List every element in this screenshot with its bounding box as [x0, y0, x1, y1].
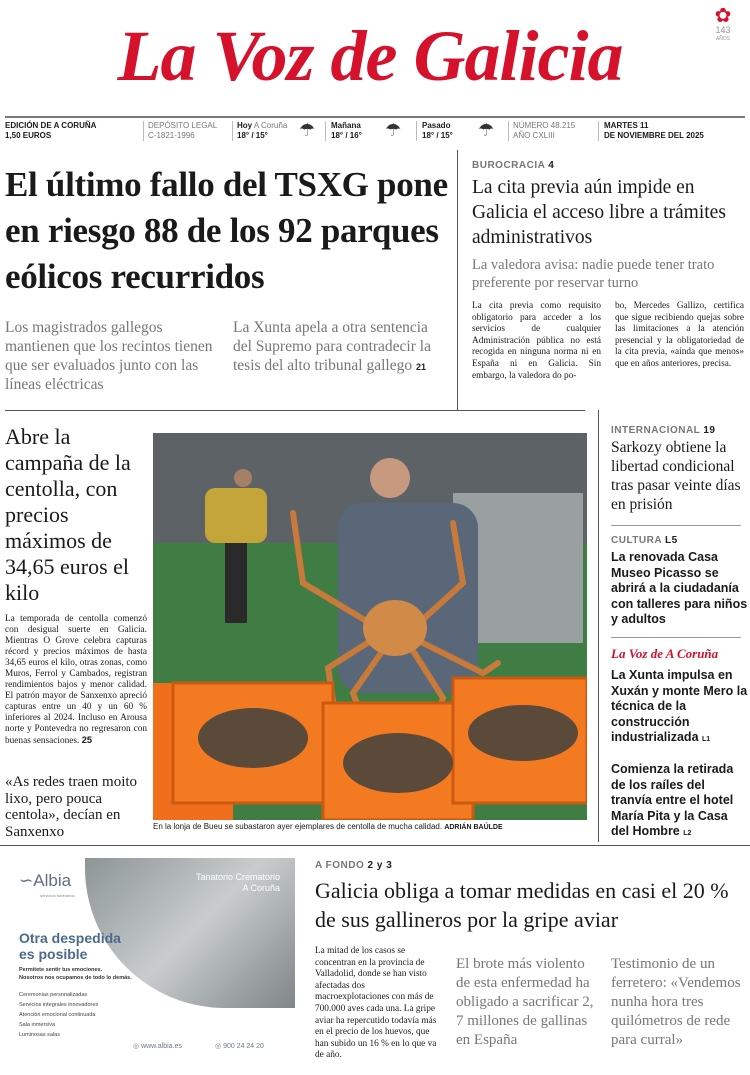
centolla-body: La temporada de centolla comenzó con desigual suerte en Galicia. Mientras O Grove celebra capturas récord y precios máximos de hasta 34,65 euros el kilo, otras zonas, como Muros, Ferrol y Cambados, registran rendimientos bajos y menor calidad. El patrón mayor de Sanxenxo apreció capturas entre un 40 y un 60 % inferiores al 2024. Incluso en Arousa norte y Pontevedra no regresaron con buenas sensaciones. 25 — [5, 614, 147, 746]
afondo-headline[interactable]: Galicia obliga a tomar medidas en casi el 20 % de sus gallineros por la gripe aviar — [315, 878, 729, 932]
flower-icon: ✿ — [714, 5, 732, 27]
masthead-logo[interactable]: La Voz de Galicia — [117, 16, 623, 96]
ad-tagline: Permítete sentir tus emociones. Nosotros nos ocupamos de todo lo demás. — [19, 967, 132, 981]
cultura-headline[interactable]: La renovada Casa Museo Picasso se abrirá a la ciudadanía con talleres para niños y adultos — [611, 550, 748, 626]
afondo-section-label: A FONDO 2 y 3 — [315, 860, 393, 871]
afondo-subhead-1: El brote más violento de esta enfermedad ha obligado a sacrificar 2, 7 millones de gallinas en España — [456, 956, 594, 1048]
body-col-2: bo, Mercedes Gallizo, certifica que sigue recibiendo quejas sobre las limitaciones a la atención presencial y la obligatoriedad de la cita previa, «aínda que menos» que en años anteriores, precisa. — [615, 301, 744, 369]
rain-sun-icon: ☂ — [385, 120, 402, 140]
centolla-headline[interactable]: Abre la campaña de la centolla, con precios máximos de 34,65 euros el kilo — [5, 424, 131, 605]
burocracia-subhead: La valedora avisa: nadie puede tener trato preferente por reservar turno — [472, 257, 715, 291]
ad-headline: Otra despedida es posible — [19, 930, 121, 962]
body-col-1: La cita previa como requisito obligatorio para acceder a los servicios de cualquier Administración pública no está recogida en ninguna norma ni en España ni en Galicia. Sin embargo, la valedora do po- — [472, 301, 601, 381]
afondo-body: La mitad de los casos se concentran en la provincia de Valladolid, donde se han visto afectadas dos macroexplotaciones con más de 700.000 aves cada una. La gripe aviar ha repercutido todavía más en el precio de los huevos, que han subido un 16 % en lo que va de año. — [315, 946, 437, 1061]
ad-phone[interactable]: ◎ 900 24 24 20 — [215, 1043, 264, 1050]
albia-advertisement[interactable] — [5, 858, 300, 1068]
local-edition-logo: La Voz de A Coruña — [611, 646, 719, 661]
weather-today: Hoy A Coruña 18° / 15° — [237, 121, 288, 140]
anniversary-badge — [710, 6, 736, 44]
rain-sun-icon: ☂ — [299, 120, 316, 140]
legal-info: DEPÓSITO LEGAL C-1821-1996 — [148, 121, 218, 140]
centolla-quote[interactable]: «As redes traen moito lixo, pero pouca centola», decían en Sanxenxo — [5, 774, 138, 840]
lead-subhead-1: Los magistrados gallegos mantienen que los recintos tienen que ser evaluados junto con las líneas eléctricas — [5, 319, 213, 393]
lead-headline[interactable]: El último fallo del TSXG pone en riesgo 88 de los 92 parques eólicos recurridos — [5, 165, 448, 296]
weather-tomorrow: Mañana 18° / 16° — [331, 121, 362, 140]
ad-place: Tanatorio Crematorio A Coruña — [195, 872, 280, 893]
intl-headline[interactable]: Sarkozy obtiene la libertad condicional tras pasar veinte días en prisión — [611, 439, 741, 513]
ad-website[interactable]: ◎ www.albia.es — [133, 1043, 182, 1050]
cultura-section-label: CULTURA L5 — [611, 535, 678, 546]
photo-caption: En la lonja de Bueu se subastaron ayer ejemplares de centolla de mucha calidad. ADRIÁN BAÚLDE — [153, 822, 503, 831]
burocracia-article — [472, 160, 744, 382]
local-headline-2[interactable]: Comienza la retirada de los raíles del tranvía entre el hotel María Pita y la Casa del Hombre L2 — [611, 762, 734, 838]
local-headline-1[interactable]: La Xunta impulsa en Xuxán y monte Mero la técnica de la construcción industrializada L1 — [611, 668, 748, 744]
burocracia-headline[interactable]: La cita previa aún impide en Galicia el acceso libre a trámites administrativos — [472, 177, 726, 248]
centolla-photo — [153, 433, 587, 820]
weather-after: Pasado 18° / 15° — [422, 121, 453, 140]
section-label: BUROCRACIA 4 — [472, 160, 555, 171]
rain-sun-icon: ☂ — [478, 120, 495, 140]
masthead — [0, 0, 750, 108]
issue-number: NÚMERO 48.215 AÑO CXLIII — [513, 121, 576, 140]
anniversary-label: AÑOS — [715, 36, 731, 42]
albia-sub: servicios funerarios — [40, 893, 75, 898]
intl-section-label: INTERNACIONAL 19 — [611, 425, 716, 436]
lead-subhead-2: La Xunta apela a otra sentencia del Supremo para contradecir la tesis del alto tribunal gallego 21 — [233, 319, 431, 374]
issue-date: MARTES 11 DE NOVIEMBRE DEL 2025 — [604, 121, 704, 140]
ad-list: Ceremonias personalizadas Servicios integrales innovadores Atención emocional continuada Sala inmersiva Luminosas salas — [19, 992, 99, 1038]
edition-info: EDICIÓN DE A CORUÑA 1,50 EUROS — [5, 121, 97, 140]
anniversary-number: 143 — [715, 25, 731, 35]
afondo-subhead-2: Testimonio de un ferretero: «Vendemos nunha hora tres quilómetros de rede para curral» — [611, 956, 741, 1048]
info-strip — [5, 116, 745, 142]
albia-logo: ∽Albia — [19, 871, 72, 890]
